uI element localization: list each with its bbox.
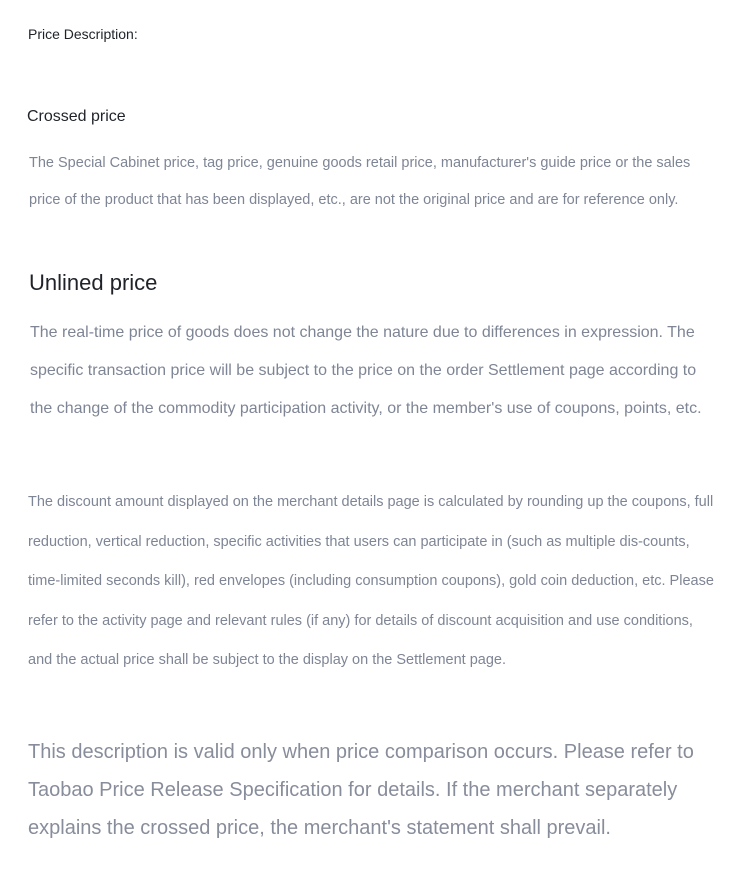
unlined-price-description: The real-time price of goods does not change the nature due to differences in expression. The specific transaction price will be subject to the price on the order Settlement page according to the change of the commodity participation activity, or the member's use of coupons, points, etc. [30, 324, 702, 417]
validity-note: This description is valid only when price comparison occurs. Please refer to Taobao Price Release Specification for details. If the merchant separately explains the crossed price, the merchant's statement shall prevail. [28, 741, 694, 839]
discount-description: The discount amount displayed on the merchant details page is calculated by rounding up the coupons, full reduction, vertical reduction, specific activities that users can participate in (such as multiple dis-counts, time-limited seconds kill), red envelopes (including consumption coupons), gold coin deduction, etc. Please refer to the activity page and relevant rules (if any) for details of discount acquisition and use conditions, and the actual price shall be subject to the display on the Settlement page. [28, 494, 714, 668]
unlined-price-heading: Unlined price [29, 270, 158, 295]
price-description-label: Price Description: [28, 26, 138, 42]
crossed-price-heading: Crossed price [27, 108, 126, 125]
crossed-price-description: The Special Cabinet price, tag price, genuine goods retail price, manufacturer's guide price or the sales price of the product that has been displayed, etc., are not the original price and are for reference only. [29, 155, 691, 208]
